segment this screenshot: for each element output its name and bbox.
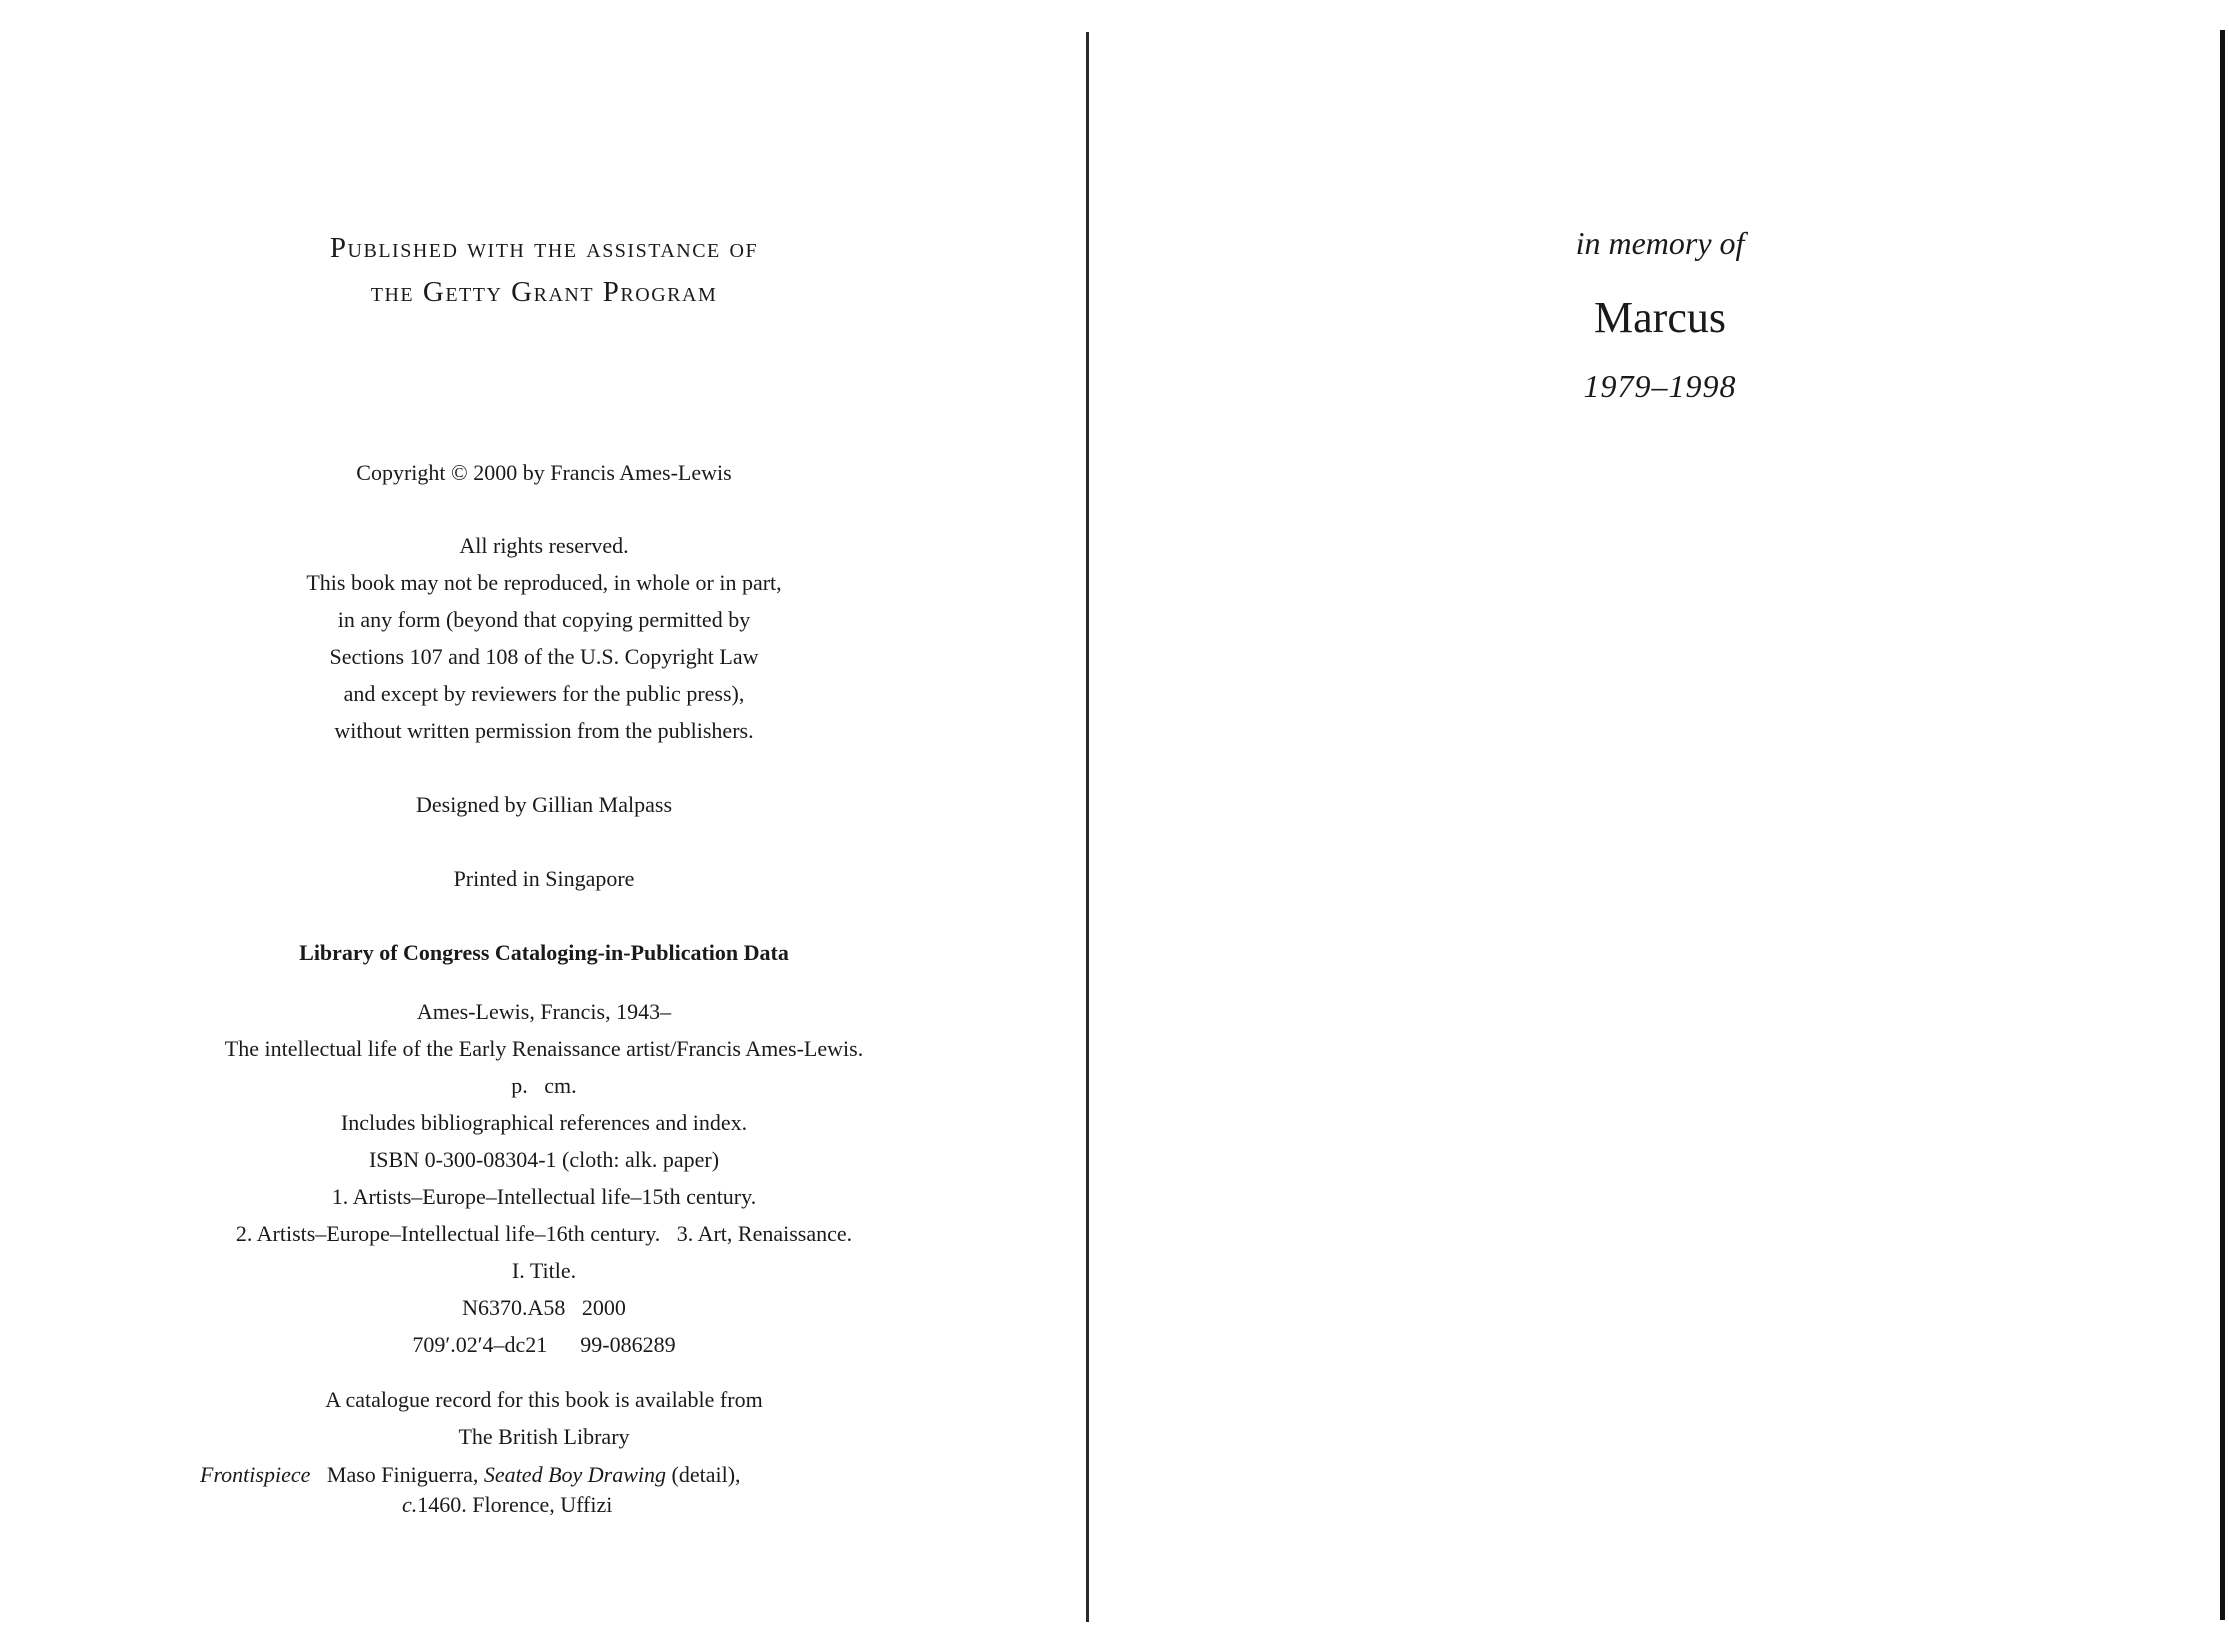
cip-line: N6370.A58 2000 — [462, 1295, 626, 1320]
page-edge — [2220, 30, 2225, 1620]
rights-line: This book may not be reproduced, in whole or in part, — [306, 570, 782, 595]
cip-line: Includes bibliographical references and index. — [340, 1110, 748, 1135]
frontispiece-label: Frontispiece — [200, 1462, 311, 1487]
designed-by-line: Designed by Gillian Malpass — [415, 792, 673, 817]
british-library-line: A catalogue record for this book is available from — [325, 1387, 763, 1412]
frontispiece-second-line — [200, 1490, 900, 1520]
cip-line: p. cm. — [511, 1073, 577, 1098]
frontispiece-date-location: 1460. Florence, Uffizi — [417, 1492, 613, 1517]
frontispiece-title: Seated Boy Drawing — [483, 1462, 667, 1487]
frontispiece-detail: (detail), — [671, 1462, 741, 1487]
frontispiece-date-prefix: c. — [402, 1492, 418, 1517]
cip-line: 1. Artists–Europe–Intellectual life–15th century. — [331, 1184, 757, 1209]
british-library-line: The British Library — [458, 1424, 630, 1449]
rights-line: and except by reviewers for the public press), — [343, 681, 745, 706]
cip-line: I. Title. — [511, 1258, 577, 1283]
cip-heading: Library of Congress Cataloging-in-Publication Data — [299, 940, 789, 965]
frontispiece-artist: Maso Finiguerra, — [326, 1462, 479, 1487]
printed-in-line: Printed in Singapore — [453, 866, 635, 891]
dedication-text: in memory of — [1575, 225, 1745, 261]
cip-line: ISBN 0-300-08304-1 (cloth: alk. paper) — [368, 1147, 720, 1172]
rights-line: All rights reserved. — [459, 533, 629, 558]
rights-line: in any form (beyond that copying permitted by — [337, 607, 751, 632]
rights-line: Sections 107 and 108 of the U.S. Copyright Law — [329, 644, 759, 669]
dedication-years: 1979–1998 — [1583, 368, 1737, 404]
assistance-line-1: Published with the assistance of — [329, 232, 759, 264]
dedication-name: Marcus — [1594, 293, 1726, 342]
cip-line: Ames-Lewis, Francis, 1943– — [416, 999, 672, 1024]
cip-line: 709′.02′4–dc21 99-086289 — [412, 1332, 676, 1357]
copyright-line: Copyright © 2000 by Francis Ames-Lewis — [356, 460, 732, 485]
assistance-line-2: the Getty Grant Program — [370, 276, 718, 308]
frontispiece-caption — [200, 1460, 900, 1520]
rights-line: without written permission from the publishers. — [334, 718, 754, 743]
cip-line: 2. Artists–Europe–Intellectual life–16th century. 3. Art, Renaissance. — [235, 1221, 853, 1246]
cip-line: The intellectual life of the Early Renaissance artist/Francis Ames-Lewis. — [224, 1036, 864, 1061]
